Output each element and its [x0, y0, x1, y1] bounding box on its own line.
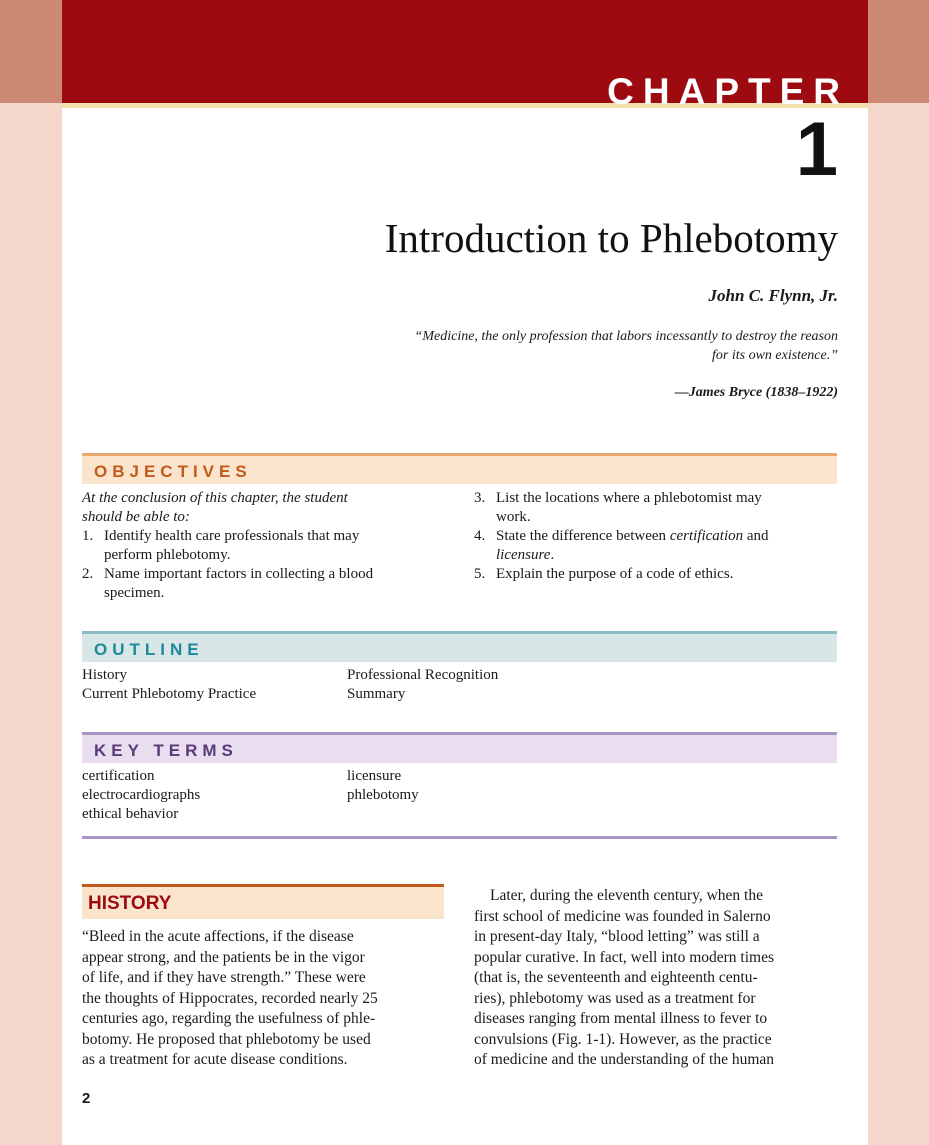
chapter-number: 1 [795, 107, 838, 192]
outline-item[interactable]: Summary [347, 686, 406, 702]
quote-line: “Medicine, the only profession that labors incessantly to destroy the reason [414, 329, 838, 344]
objectives-column-left [82, 489, 442, 603]
term-certification: certification [669, 528, 744, 544]
objectives-column-right [474, 489, 834, 584]
text-line: botomy. He proposed that phlebotomy be used [82, 1030, 371, 1048]
epigraph-quote [318, 327, 838, 365]
objective-item: 5. Explain the purpose of a code of ethics. [474, 566, 734, 582]
outline-item[interactable]: Current Phlebotomy Practice [82, 686, 257, 702]
quote-line: for its own existence.” [712, 348, 838, 363]
text-line: of life, and if they have strength.” These were [82, 969, 366, 986]
objective-item: 4. State the difference between certification and licensure. [474, 528, 769, 563]
left-header-band [0, 0, 62, 103]
key-term: ethical behavior [82, 806, 179, 822]
text-line: diseases ranging from mental illness to fever to [474, 1010, 768, 1027]
objectives-intro: At the conclusion of this chapter, the student should be able to: [82, 490, 348, 525]
objective-item: 1. Identify health care professionals that may perform phlebotomy. [82, 528, 360, 563]
key-term: electrocardiographs [82, 787, 201, 803]
right-header-band [868, 0, 929, 103]
key-terms-bottom-rule [82, 836, 837, 839]
text-line: popular curative. In fact, well into modern times [474, 948, 775, 966]
quote-attribution: —James Bryce (1838–1922) [674, 385, 838, 400]
chapter-author: John C. Flynn, Jr. [708, 286, 838, 305]
outline-item[interactable]: Professional Recognition [347, 667, 499, 683]
key-term: certification [82, 768, 155, 784]
history-text-right [474, 886, 837, 1071]
text-line: the thoughts of Hippocrates, recorded nearly 25 [82, 989, 378, 1007]
text-line: centuries ago, regarding the usefulness of phle- [82, 1010, 376, 1027]
outline-item[interactable]: History [82, 667, 127, 683]
outline-heading: OUTLINE [82, 631, 837, 662]
text-line: first school of medicine was founded in Salerno [474, 907, 771, 925]
book-page [62, 0, 868, 1145]
chapter-label: CHAPTER [607, 71, 849, 112]
text-line: of medicine and the understanding of the human [474, 1051, 775, 1068]
key-term: phlebotomy [347, 787, 419, 803]
objectives-heading: OBJECTIVES [82, 453, 837, 484]
text-line: (that is, the seventeenth and eighteenth centu- [474, 969, 758, 986]
text-line: “Bleed in the acute affections, if the disease [82, 928, 354, 945]
text-line: as a treatment for acute disease conditions. [82, 1051, 348, 1068]
key-terms-column-right [347, 767, 607, 805]
history-heading: HISTORY [82, 884, 444, 919]
text-line: appear strong, and the patients be in the vigor [82, 948, 365, 966]
text-line: convulsions (Fig. 1-1). However, as the practice [474, 1030, 772, 1048]
outline-column-left [82, 666, 342, 704]
chapter-title: Introduction to Phlebotomy [384, 215, 838, 261]
outline-column-right [347, 666, 607, 704]
text-line: Later, during the eleventh century, when the [490, 887, 763, 904]
objective-item: 3. List the locations where a phlebotomist may work. [474, 490, 762, 525]
text-line: ries), phlebotomy was used as a treatment for [474, 989, 756, 1007]
key-terms-column-left [82, 767, 342, 824]
key-terms-heading: KEY TERMS [82, 732, 837, 763]
key-term: licensure [347, 768, 402, 784]
term-licensure: licensure [496, 547, 551, 563]
objective-item: 2. Name important factors in collecting a blood specimen. [82, 566, 374, 601]
text-line: in present-day Italy, “blood letting” was still a [474, 928, 760, 945]
page-number: 2 [82, 1090, 91, 1107]
history-text-left [82, 927, 444, 1071]
